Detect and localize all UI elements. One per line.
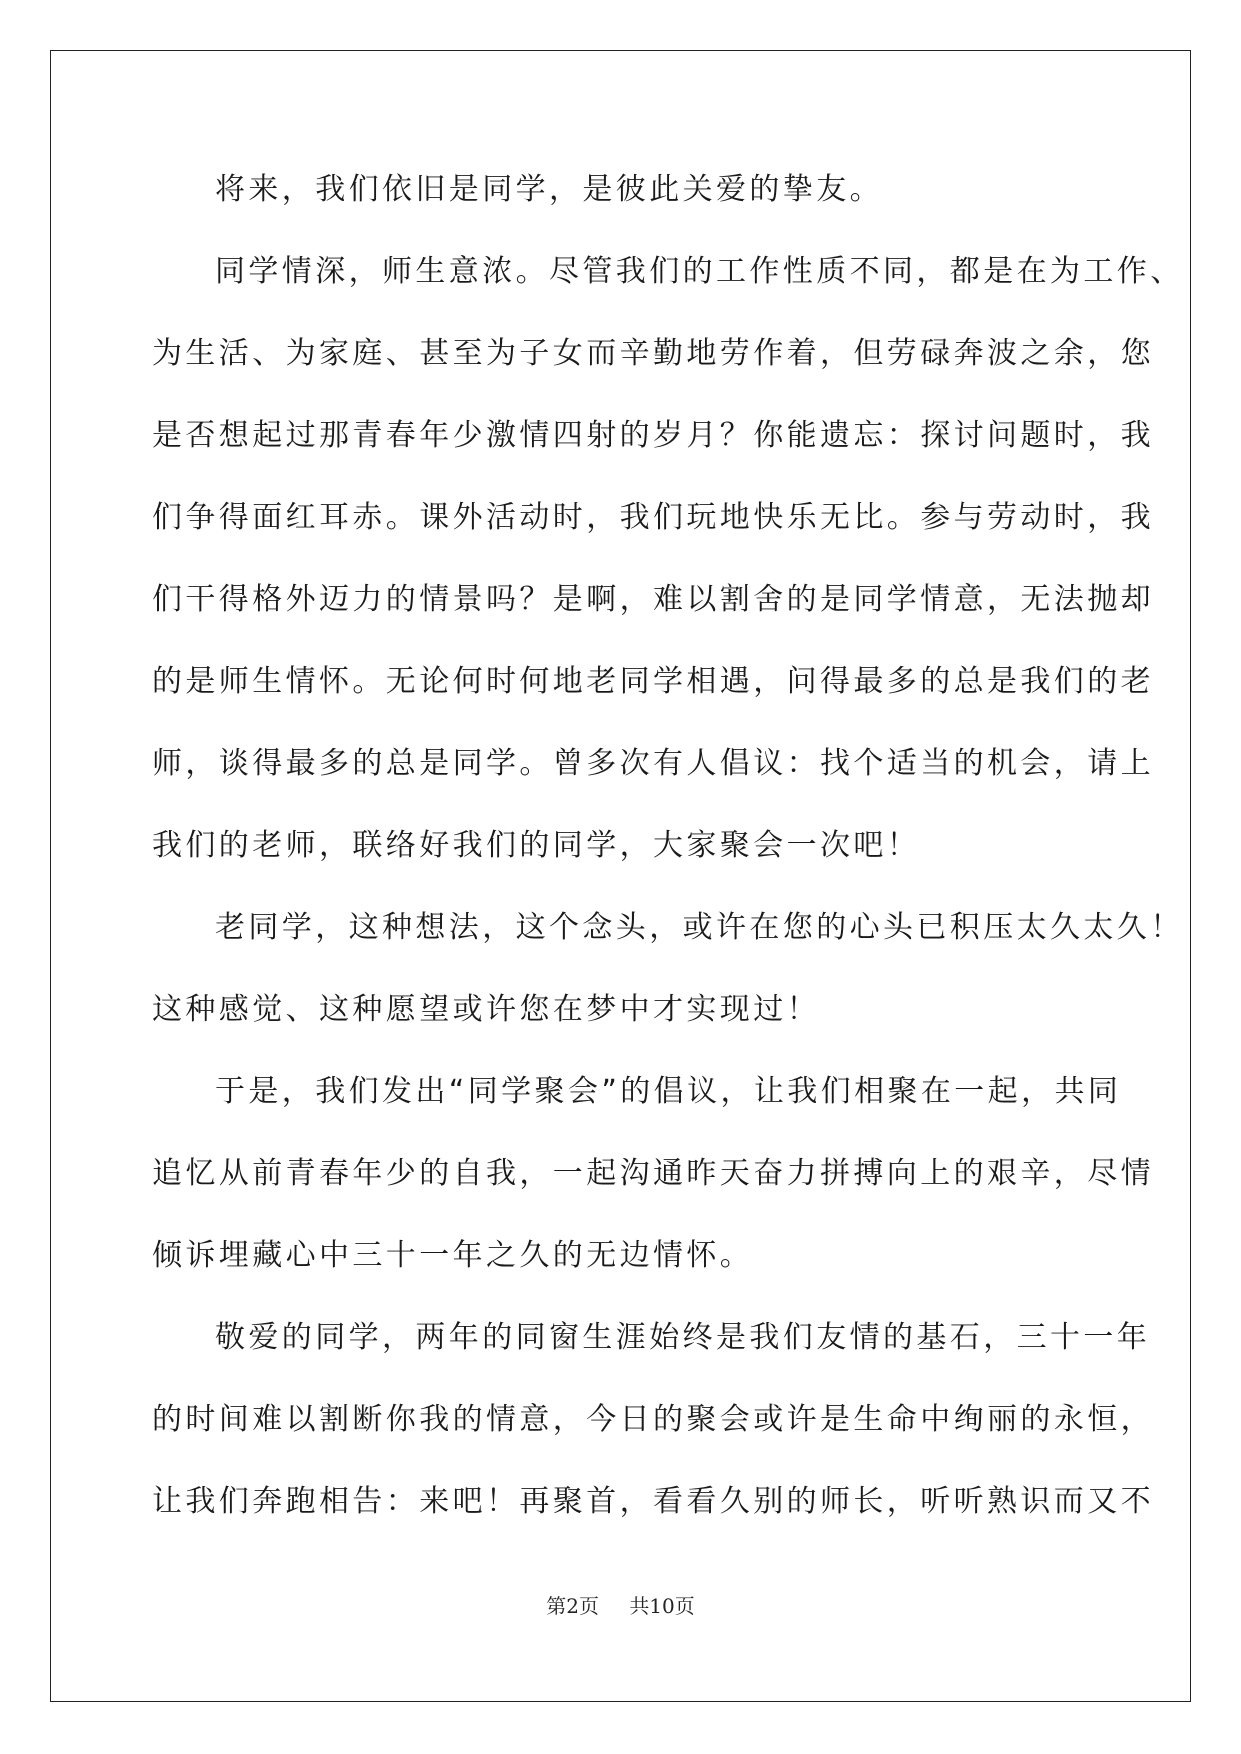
text-line: 是否想起过那青春年少激情四射的岁月？你能遗忘：探讨问题时，我: [152, 418, 1154, 453]
text-line: 于是，我们发出“同学聚会”的倡议，让我们相聚在一起，共同: [215, 1074, 1122, 1109]
text-line: 师，谈得最多的总是同学。曾多次有人倡议：找个适当的机会，请上: [152, 746, 1154, 781]
page-footer: [0, 1590, 1241, 1619]
document-body: [152, 160, 1184, 1554]
text-line: 的时间难以割断你我的情意，今日的聚会或许是生命中绚丽的永恒，: [152, 1402, 1154, 1437]
text-line: 倾诉埋藏心中三十一年之久的无边情怀。: [152, 1238, 754, 1273]
text-line: 老同学，这种想法，这个念头，或许在您的心头已积压太久太久！: [215, 910, 1184, 945]
text-line: 将来，我们依旧是同学，是彼此关爱的挚友。: [215, 172, 883, 207]
text-line: 同学情深，师生意浓。尽管我们的工作性质不同，都是在为工作、: [215, 254, 1184, 289]
text-line: 追忆从前青春年少的自我，一起沟通昨天奋力拼搏向上的艰辛，尽情: [152, 1156, 1154, 1191]
text-line: 为生活、为家庭、甚至为子女而辛勤地劳作着，但劳碌奔波之余，您: [152, 336, 1154, 371]
text-line: 的是师生情怀。无论何时何地老同学相遇，问得最多的总是我们的老: [152, 664, 1154, 699]
page-number: 第2页: [546, 1594, 599, 1618]
text-line: 们干得格外迈力的情景吗？是啊，难以割舍的是同学情意，无法抛却: [152, 582, 1154, 617]
text-line: 让我们奔跑相告：来吧！再聚首，看看久别的师长，听听熟识而又不: [152, 1484, 1154, 1519]
text-line: 们争得面红耳赤。课外活动时，我们玩地快乐无比。参与劳动时，我: [152, 500, 1154, 535]
page-total: 共10页: [629, 1594, 695, 1618]
text-line: 我们的老师，联络好我们的同学，大家聚会一次吧！: [152, 828, 921, 863]
text-line: 敬爱的同学，两年的同窗生涯始终是我们友情的基石，三十一年: [215, 1320, 1151, 1355]
text-line: 这种感觉、这种愿望或许您在梦中才实现过！: [152, 992, 820, 1027]
